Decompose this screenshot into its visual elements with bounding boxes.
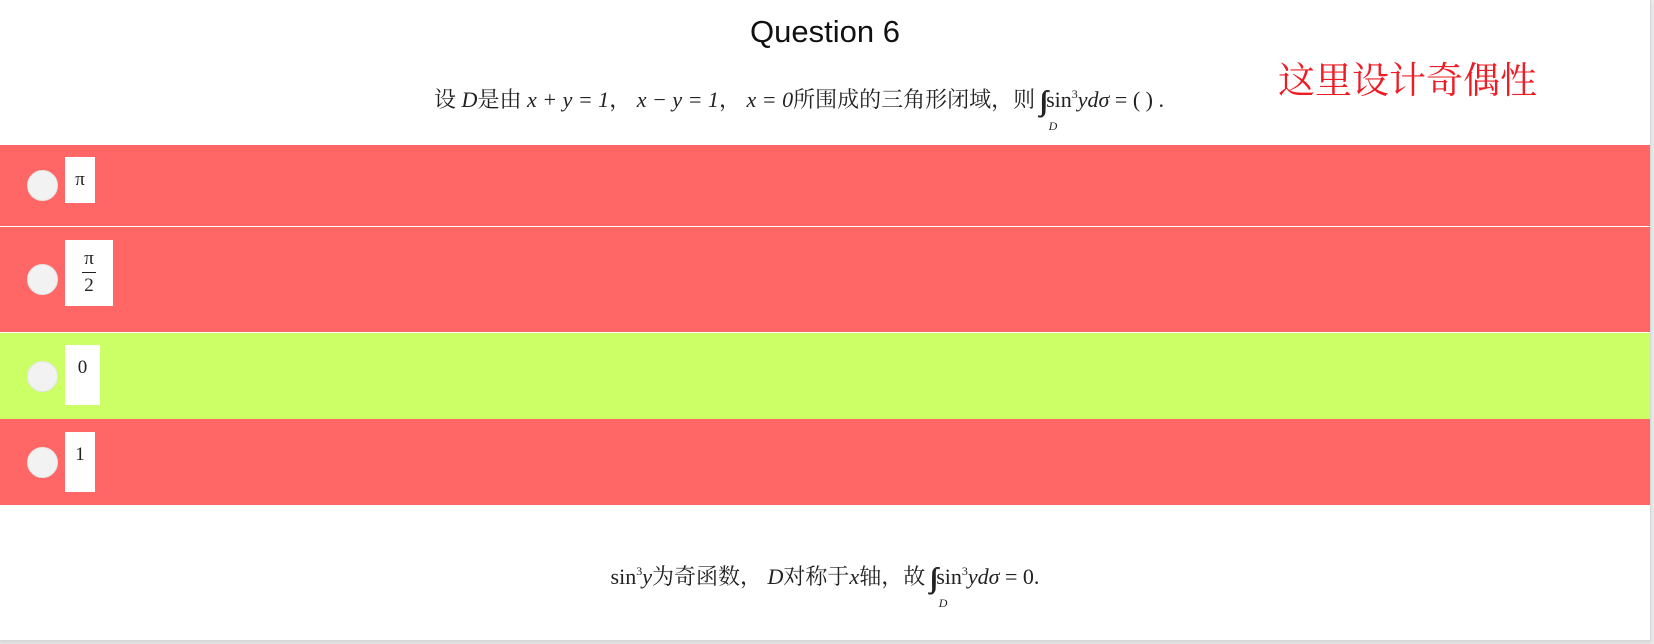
integrand-rest: ydσ (1077, 87, 1110, 112)
expl-x: x (849, 564, 860, 589)
answer-option-a[interactable] (0, 145, 1650, 226)
integrand-exponent: 3 (1071, 87, 1078, 101)
annotation-note: 这里设计奇偶性 (1278, 59, 1537, 102)
radio-button-b[interactable] (27, 264, 58, 295)
expl-odd-text: 为奇函数， (652, 564, 763, 589)
expl-integral-domain: D (938, 596, 948, 610)
question-text (0, 83, 1598, 133)
question-cond1: x + y = 1 (526, 87, 610, 112)
expl-exponent: 3 (636, 564, 643, 578)
expl-integrand-rest: ydσ (967, 564, 1000, 589)
answer-text-d: 1 (75, 444, 85, 465)
question-sep1: ， (609, 87, 632, 112)
expl-y: y (642, 564, 652, 589)
expl-d: D (767, 564, 784, 589)
answer-option-d[interactable] (0, 419, 1650, 505)
answer-text-a: π (75, 169, 85, 190)
expl-result: = 0. (999, 564, 1040, 589)
answer-option-c[interactable] (0, 333, 1650, 419)
radio-button-c[interactable] (27, 361, 58, 392)
answer-option-b[interactable] (0, 227, 1650, 332)
expl-sin2: sin (936, 564, 962, 589)
question-tail: = ( ) . (1109, 87, 1164, 112)
integral-domain: D (1048, 119, 1058, 133)
expl-exponent2: 3 (961, 564, 968, 578)
integrand-sin: sin (1046, 87, 1072, 112)
answer-label-b (65, 240, 113, 306)
question-prefix: 设 (434, 87, 457, 112)
question-cond2: x − y = 1 (636, 87, 719, 112)
answer-text-c: 0 (77, 357, 88, 378)
fraction-numerator: π (82, 246, 96, 273)
expl-sym-text: 对称于 (783, 564, 850, 589)
question-sep2: ， (718, 87, 741, 112)
radio-button-d[interactable] (27, 447, 58, 478)
expl-axis-text: 轴，故 (859, 564, 926, 589)
question-title: Question 6 (750, 14, 900, 49)
answer-label-d (65, 432, 95, 492)
question-is-by: 是由 (477, 87, 522, 112)
question-d: D (461, 87, 478, 112)
explanation-text (0, 560, 1650, 610)
fraction-pi-over-2 (82, 246, 96, 299)
answer-label-a (65, 157, 95, 203)
answer-label-c (65, 345, 100, 405)
expl-sin: sin (610, 564, 637, 589)
fraction-denominator: 2 (84, 275, 94, 296)
question-region-text: 所围成的三角形闭域，则 (793, 87, 1036, 112)
radio-button-a[interactable] (27, 170, 58, 201)
question-cond3: x = 0 (746, 87, 794, 112)
